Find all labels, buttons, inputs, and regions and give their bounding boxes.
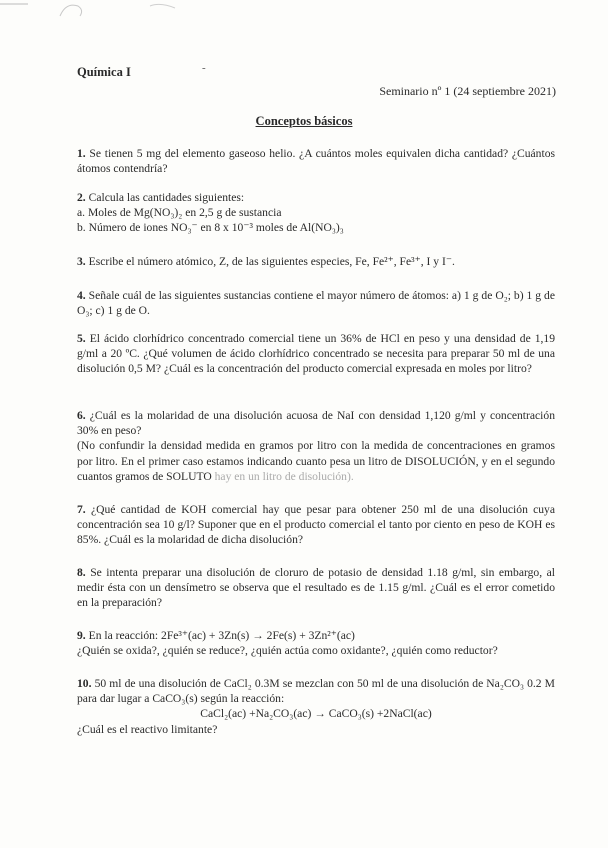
reaction-equation: CaCl₂(ac) +Na₂CO₃(ac) → CaCO₃(s) +2NaCl(ac): [200, 707, 432, 721]
seminar-info: Seminario nº 1 (24 septiembre 2021): [379, 84, 556, 98]
question-5: [77, 331, 555, 377]
question-note: (No confundir la densidad medida en gramos por litro con la medida de concentraciones en gramos por litro. En el primer caso estamos indicando cuanto pesa un litro de DISOLUCIÓN, y en el segundo cuantos gramos de SOLUTO: [77, 439, 555, 483]
question-number: 6.: [77, 409, 86, 422]
question-text: Señale cuál de las siguientes sustancias contiene el mayor número de átomos: a) 1 g de O₂; b) 1 g de O₃; c) 1 g de O.: [77, 289, 555, 318]
question-text: Escribe el número atómico, Z, de las siguientes especies, Fe, Fe²⁺, Fe³⁺, I y I⁻.: [88, 255, 455, 268]
question-4: [77, 288, 555, 318]
page-title: Conceptos básicos: [255, 114, 353, 128]
question-text: Se intenta preparar una disolución de cloruro de potasio de densidad 1.18 g/ml, sin embargo, al medir ésta con un densímetro se observa que el resultado es de 1.15 g/ml. ¿Cuál es el error cometido en la preparación?: [77, 566, 555, 610]
question-text: El ácido clorhídrico concentrado comercial tiene un 36% de HCl en peso y una densidad de 1,19 g/ml a 20 ºC. ¿Qué volumen de ácido clorhídrico concentrado se necesita para preparar 50 ml de una disolución 0,5 M? ¿Cuál es la concentración del producto comercial expresada en moles por litro?: [77, 332, 555, 376]
question-text-2: ¿Quién se oxida?, ¿quién se reduce?, ¿quién actúa como oxidante?, ¿quién como reductor?: [77, 644, 498, 658]
question-number: 9.: [77, 629, 86, 642]
question-text: Se tienen 5 mg del elemento gaseoso helio. ¿A cuántos moles equivalen dicha cantidad? ¿Cuántos átomos contendría?: [77, 147, 556, 176]
question-number: 1.: [77, 147, 86, 160]
question-text: ¿Cuál es la molaridad de una disolución acuosa de NaI con densidad 1,120 g/ml y concentración 30% en peso?: [77, 409, 555, 438]
question-number: 10.: [77, 677, 92, 690]
question-2: [77, 190, 555, 236]
question-9: [77, 628, 555, 658]
question-note-faded: hay en un litro de disolución).: [214, 469, 354, 483]
question-3: [77, 254, 555, 269]
question-part-b: b. Número de iones NO₃⁻ en 8 x 10⁻³ moles de Al(NO₃)₃: [77, 221, 344, 235]
question-number: 7.: [77, 503, 86, 516]
question-text-2: ¿Cuál es el reactivo limitante?: [77, 722, 218, 736]
question-10: [77, 676, 555, 737]
question-text: Calcula las cantidades siguientes:: [88, 191, 245, 204]
question-number: 4.: [77, 289, 86, 302]
question-text: 50 ml de una disolución de CaCl₂ 0.3M se mezclan con 50 ml de una disolución de Na₂CO₃ 0.2 M para dar lugar a CaCO₃(s) según la reacción:: [77, 677, 555, 706]
pen-mark: -: [202, 62, 206, 74]
question-7: [77, 502, 555, 548]
course-title: Química I: [77, 65, 131, 79]
question-number: 2.: [77, 191, 86, 204]
question-8: [77, 565, 555, 611]
question-number: 3.: [77, 255, 86, 268]
question-1: [77, 146, 555, 176]
question-text: ¿Qué cantidad de KOH comercial hay que pesar para obtener 250 ml de una disolución cuya concentración sea 10 g/l? Suponer que en el producto comercial el tanto por ciento en peso de KOH es 85%. ¿Cuál es la molaridad de dicha disolución?: [77, 503, 555, 547]
scan-artifact: [0, 0, 240, 18]
question-number: 8.: [77, 566, 86, 579]
question-text: En la reacción: 2Fe³⁺(ac) + 3Zn(s) → 2Fe(s) + 3Zn²⁺(ac): [88, 629, 355, 642]
question-part-a: a. Moles de Mg(NO₃)₂ en 2,5 g de sustancia: [77, 206, 282, 220]
question-number: 5.: [77, 332, 86, 345]
question-6: [77, 408, 555, 484]
